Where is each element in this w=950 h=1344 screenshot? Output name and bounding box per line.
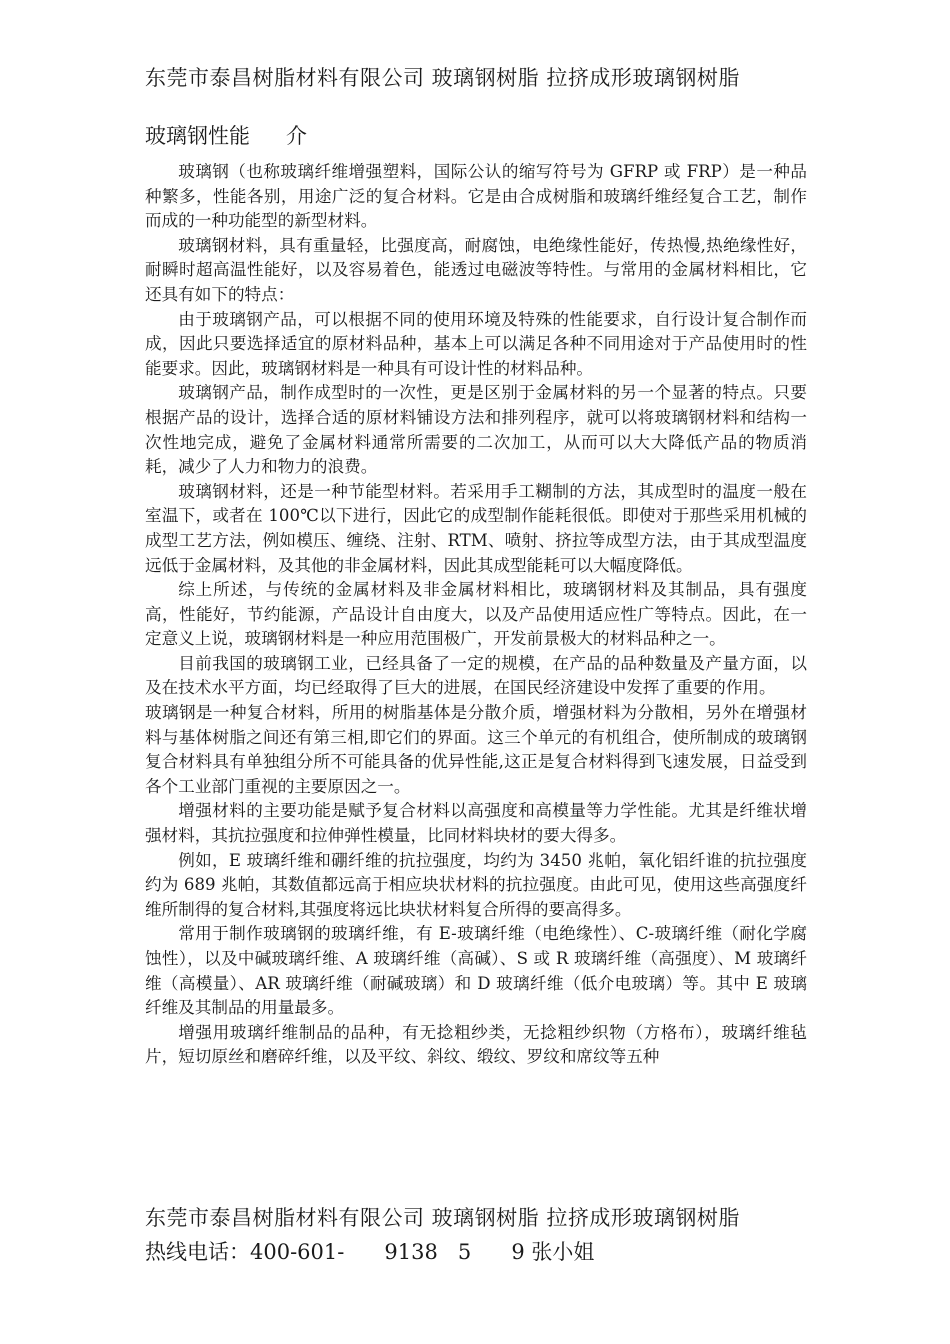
paragraph: 由于玻璃钢产品，可以根据不同的使用环境及特殊的性能要求，自行设计复合制作而成，因此只要选择适宜的原材料品种，基本上可以满足各种不同用途对于产品使用时的性能要求。因此，玻璃钢材料是一种具有可设计性的材料品种。: [145, 309, 807, 378]
paragraph: 增强用玻璃纤维制品的品种，有无捻粗纱类，无捻粗纱织物（方格布），玻璃纤维毡片，短切原丝和磨碎纤维，以及平纹、斜纹、缎纹、罗纹和席纹等五种: [145, 1022, 807, 1067]
paragraph: 玻璃钢材料，具有重量轻，比强度高，耐腐蚀，电绝缘性能好，传热慢,热绝缘性好，耐瞬时超高温性能好，以及容易着色，能透过电磁波等特性。与常用的金属材料相比，它还具有如下的特点：: [145, 235, 807, 304]
paragraph: 玻璃钢产品，制作成型时的一次性，更是区别于金属材料的另一个显著的特点。只要根据产品的设计，选择合适的原材料铺设方法和排列程序，就可以将玻璃钢材料和结构一次性地完成，避免了金属材料通常所需要的二次加工，从而可以大大降低产品的物质消耗，减少了人力和物力的浪费。: [145, 383, 807, 477]
header-company-line: 东莞市泰昌树脂材料有限公司 玻璃钢树脂 拉挤成形玻璃钢树脂: [145, 66, 740, 90]
paragraph: 综上所述，与传统的金属材料及非金属材料相比，玻璃钢材料及其制品，具有强度高，性能好，节约能源，产品设计自由度大，以及产品使用适应性广等特点。因此，在一定意义上说，玻璃钢材料是一种应用范围极广，开发前景极大的材料品种之一。: [145, 580, 807, 649]
footer-company-line: 东莞市泰昌树脂材料有限公司 玻璃钢树脂 拉挤成形玻璃钢树脂: [145, 1206, 740, 1230]
hotline-contact: 张小姐: [531, 1240, 595, 1264]
paragraph: 玻璃钢材料，还是一种节能型材料。若采用手工糊制的方法，其成型时的温度一般在室温下，或者在 100℃以下进行，因此它的成型制作能耗很低。即使对于那些采用机械的成型工艺方法，例如模压、缠绕、注射、RTM、喷射、挤拉等成型方法，由于其成型温度远低于金属材料，及其他的非金属材料，因此其成型能耗可以大幅度降低。: [145, 481, 807, 575]
hotline-number-part-4: 9: [511, 1240, 525, 1264]
paragraph: 增强材料的主要功能是赋予复合材料以高强度和高模量等力学性能。尤其是纤维状增强材料，其抗拉强度和拉伸弹性模量，比同材料块材的要大得多。: [145, 801, 807, 846]
title-part-2: 介: [286, 124, 307, 148]
paragraph: 玻璃钢（也称玻璃纤维增强塑料，国际公认的缩写符号为 GFRP 或 FRP）是一种品种繁多，性能各别，用途广泛的复合材料。它是由合成树脂和玻璃纤维经复合工艺，制作而成的一种功能型的新型材料。: [145, 162, 807, 231]
hotline-number-part-1: 400-601-: [250, 1240, 345, 1264]
hotline-number-part-3: 5: [457, 1240, 472, 1264]
hotline-label: 热线电话：: [145, 1240, 250, 1264]
paragraph: 玻璃钢是一种复合材料，所用的树脂基体是分散介质，增强材料为分散相，另外在增强材料与基体树脂之间还有第三相,即它们的界面。这三个单元的有机组合，使所制成的玻璃钢复合材料具有单独组分所不可能具备的优异性能,这正是复合材料得到飞速发展，日益受到各个工业部门重视的主要原因之一。: [145, 703, 807, 796]
hotline-number-part-2: 9138: [384, 1240, 438, 1264]
document-body: [145, 160, 807, 1070]
footer-hotline: [145, 1236, 845, 1266]
paragraph: 常用于制作玻璃钢的玻璃纤维，有 E-玻璃纤维（电绝缘性）、C-玻璃纤维（耐化学腐蚀性），以及中碱玻璃纤维、A 玻璃纤维（高碱）、S 或 R 玻璃纤维（高强度）、M 玻璃纤维（高模量）、AR 玻璃纤维（耐碱玻璃）和 D 玻璃纤维（低介电玻璃）等。其中 E 玻璃纤维及其制品的用量最多。: [145, 924, 807, 1018]
paragraph: 目前我国的玻璃钢工业，已经具备了一定的规模，在产品的品种数量及产量方面，以及在技术水平方面，均已经取得了巨大的进展，在国民经济建设中发挥了重要的作用。: [145, 653, 807, 698]
title-part-1: 玻璃钢性能: [145, 124, 250, 148]
paragraph: 例如，E 玻璃纤维和硼纤维的抗拉强度，均约为 3450 兆帕，氧化铝纤谁的抗拉强度约为 689 兆帕，其数值都远高于相应块状材料的抗拉强度。由此可见，使用这些高强度纤维所制得的复合材料,其强度将远比块状材料复合所得的要高得多。: [145, 850, 807, 919]
document-title: [145, 120, 307, 150]
